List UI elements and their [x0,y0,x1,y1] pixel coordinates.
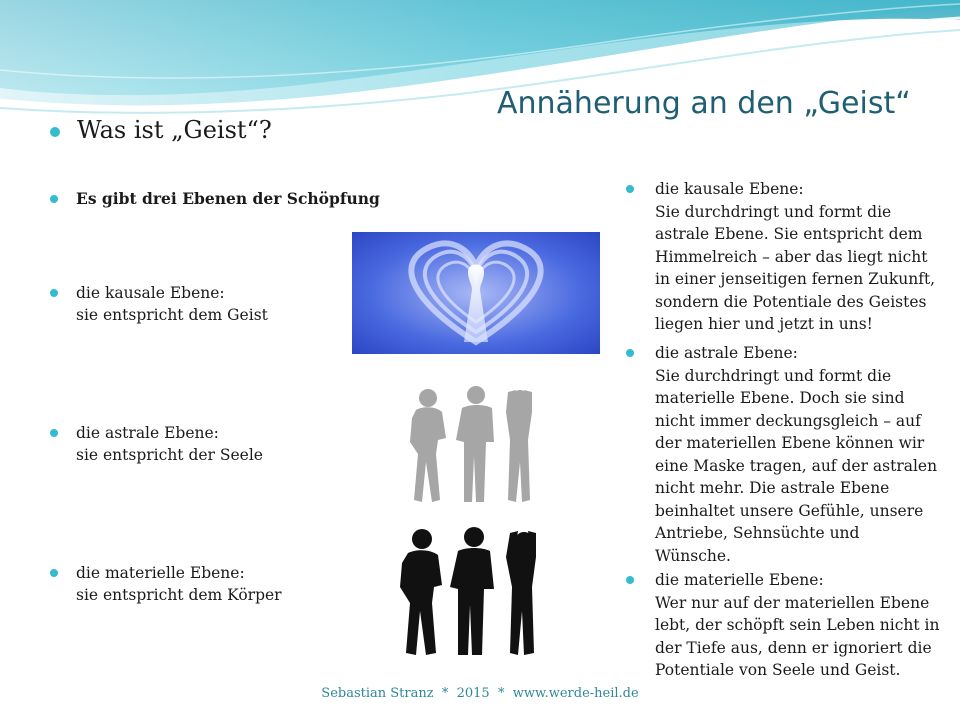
intro-text: Es gibt drei Ebenen der Schöpfung [76,189,380,208]
left-causal-line1: die kausale Ebene: [76,284,225,302]
bullet-right-material [626,569,940,682]
angel-heart-image [352,232,600,354]
bullet-right-astral [626,342,937,567]
bullet-intro [50,188,380,210]
bullet-right-causal [626,178,935,336]
slide-title: Annäherung an den „Geist“ [497,86,911,121]
bullet-dot [50,429,58,437]
bullet-left-astral [50,422,263,466]
bullet-dot [50,569,58,577]
right-material-text: die materielle Ebene: Wer nur auf der materiellen Ebene lebt, der schöpft sein Leben nicht in der Tiefe aus, denn er ignoriert die Potentiale von Seele und Geist. [655,571,940,679]
bullet-left-causal [50,282,268,326]
bullet-dot [50,195,58,203]
bullet-dot [50,127,60,137]
bullet-dot [626,349,634,357]
right-causal-text: die kausale Ebene: Sie durchdringt und formt die astrale Ebene. Sie entspricht dem Himmelreich – aber das liegt nicht in einer jenseitigen fernen Zukunft, sondern die Potentiale des Geistes liegen hier und jetzt in uns! [655,180,936,333]
left-astral-line2: sie entspricht der Seele [76,446,263,464]
slide-footer: Sebastian Stranz * 2015 * www.werde-heil.de [321,686,639,701]
grey-silhouettes-image [376,382,576,508]
bullet-question [50,116,272,144]
bullet-left-material [50,562,282,606]
left-causal-line2: sie entspricht dem Geist [76,306,268,324]
black-silhouettes-image [368,525,584,661]
left-material-line2: sie entspricht dem Körper [76,586,282,604]
left-material-line1: die materielle Ebene: [76,564,245,582]
bullet-dot [50,289,58,297]
bullet-dot [626,185,634,193]
left-astral-line1: die astrale Ebene: [76,424,219,442]
question-text: Was ist „Geist“? [77,116,272,144]
bullet-dot [626,576,634,584]
right-astral-text: die astrale Ebene: Sie durchdringt und formt die materielle Ebene. Doch sie sind nicht immer deckungsgleich – auf der materiellen Ebene können wir eine Maske tragen, auf der astralen nicht mehr. Die astrale Ebene beinhaltet unsere Gefühle, unsere Antriebe, Sehnsüchte und Wünsche. [655,344,938,565]
